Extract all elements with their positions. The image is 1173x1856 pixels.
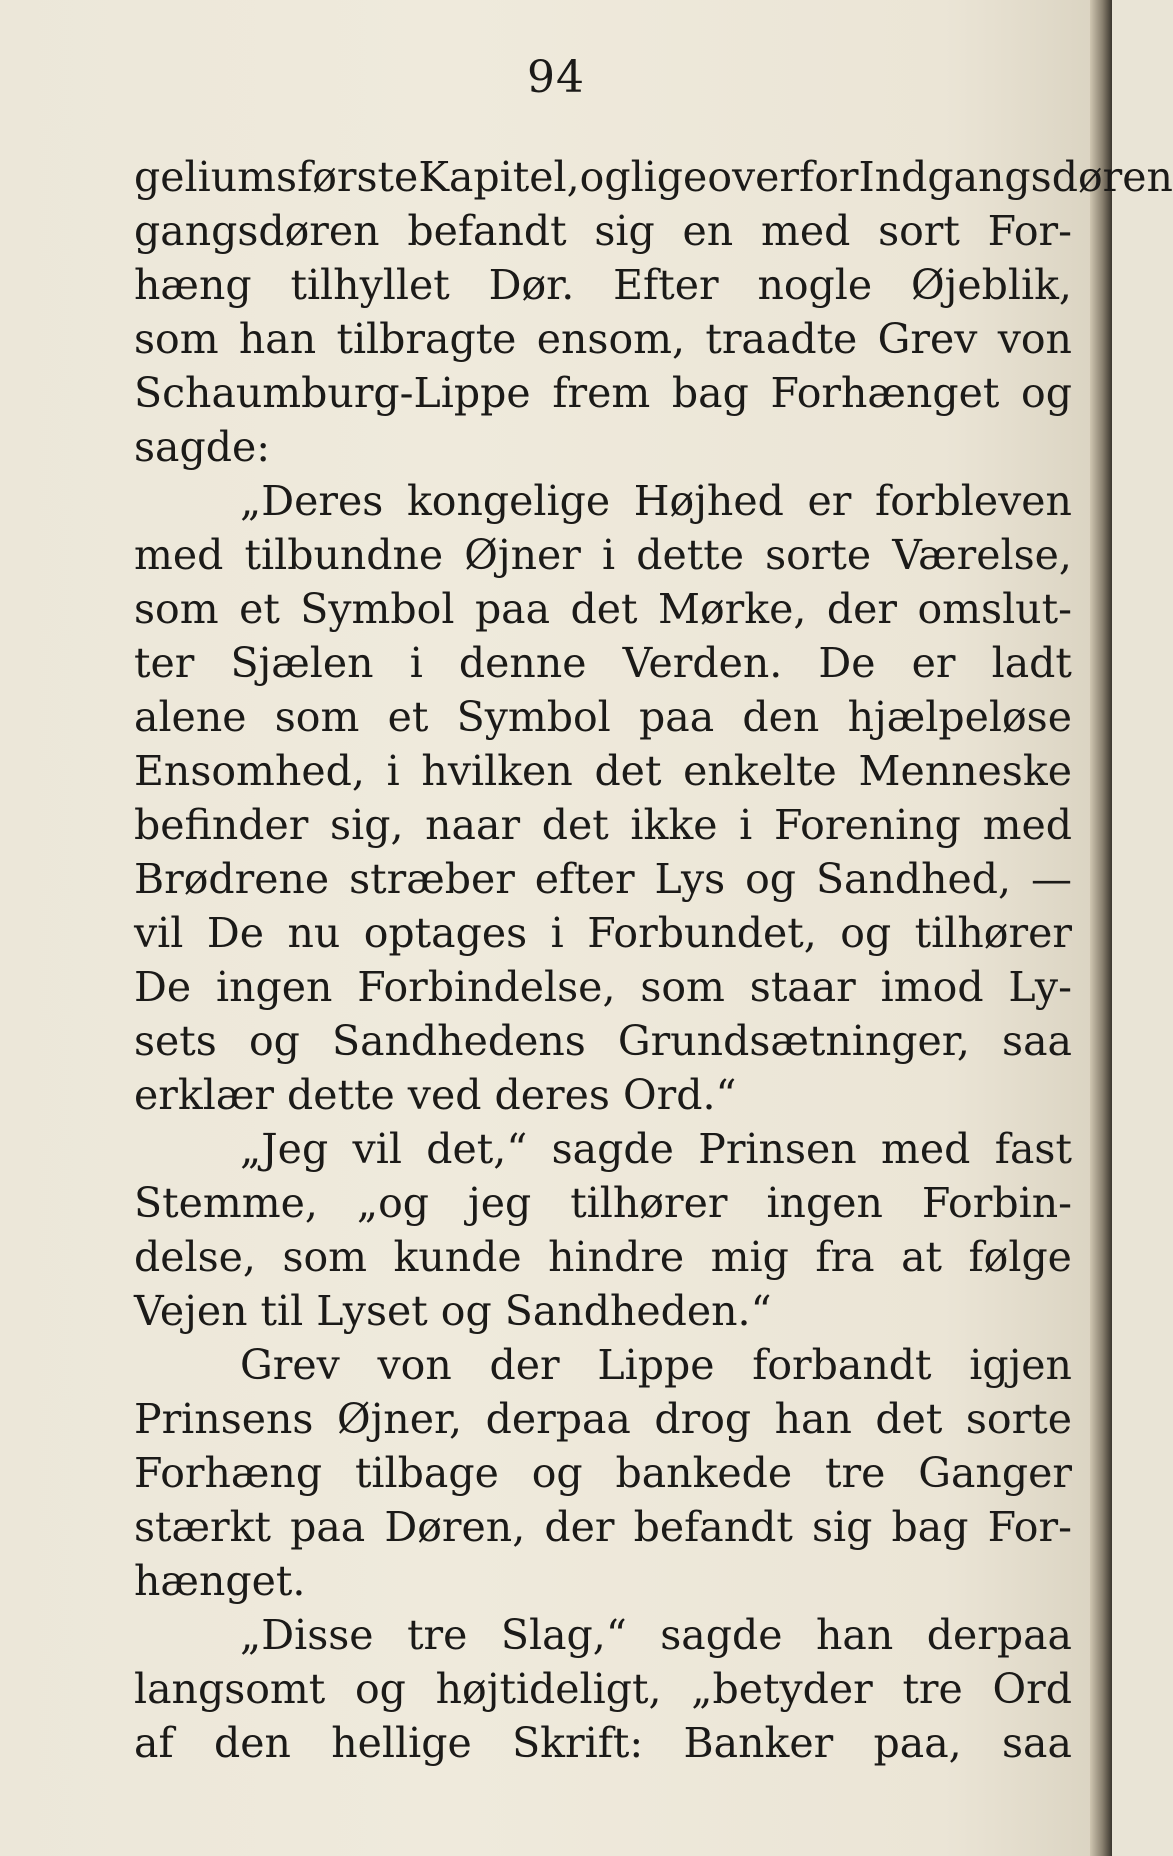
word: vil (352, 1125, 402, 1173)
word: Vejen (134, 1287, 248, 1335)
word: befandt (407, 207, 567, 255)
page-number: 94 (527, 52, 585, 103)
word: stærkt (134, 1503, 271, 1551)
text-line (134, 474, 1072, 528)
word: fast (994, 1125, 1072, 1173)
word: Forbin- (921, 1179, 1072, 1227)
word: Banker (683, 1719, 834, 1767)
text-line (134, 1230, 1072, 1284)
text-line (134, 852, 1072, 906)
word: Dør. (488, 261, 575, 309)
word: tilhører (914, 909, 1072, 957)
text-line (134, 1716, 1072, 1770)
word: tilbage (354, 1449, 499, 1497)
word: som (282, 1233, 368, 1281)
word: Forhænget (770, 369, 1000, 417)
word: Sandhedens (331, 1017, 586, 1065)
word: ved (407, 1071, 482, 1119)
word: sagde: (134, 423, 271, 471)
word: fra (815, 1233, 875, 1281)
word: Lys (654, 855, 726, 903)
word: Ensomhed, (134, 747, 365, 795)
word: geliums (134, 153, 298, 201)
word: hænget. (134, 1557, 306, 1605)
word: Kapitel, (418, 153, 580, 201)
word: ladt (991, 639, 1072, 687)
word: Sjælen (230, 639, 374, 687)
page-edge-shadow (1090, 0, 1112, 1856)
word: at (901, 1233, 942, 1281)
word: Skrift: (512, 1719, 644, 1767)
word: Lippe (597, 1341, 715, 1389)
word: Prinsen (698, 1125, 857, 1173)
word: et (387, 693, 429, 741)
word: De (134, 963, 192, 1011)
word: forbandt (752, 1341, 932, 1389)
word: tre (407, 1611, 468, 1659)
word: Prinsens (134, 1395, 314, 1443)
word: von (997, 315, 1072, 363)
word: følge (968, 1233, 1072, 1281)
word: og (1021, 369, 1072, 417)
word: Schaumburg-Lippe (134, 369, 531, 417)
word: Mørke, (658, 585, 807, 633)
word: Verden. (622, 639, 783, 687)
word: vil (134, 909, 184, 957)
word: optages (363, 909, 528, 957)
text-line (134, 1662, 1072, 1716)
word: deres (494, 1071, 610, 1119)
word: Stemme, (134, 1179, 318, 1227)
word: derpaa (485, 1395, 631, 1443)
word: Højhed (633, 477, 784, 525)
word: det (541, 801, 609, 849)
word: er (911, 639, 956, 687)
text-line (134, 906, 1072, 960)
word: sig, (330, 801, 404, 849)
word: med (760, 207, 851, 255)
word: De (206, 909, 264, 957)
word: befandt (633, 1503, 793, 1551)
word: imod (880, 963, 984, 1011)
word: Ord (992, 1665, 1072, 1713)
word: ligeoverfor (630, 153, 859, 201)
word: For- (987, 1503, 1072, 1551)
word: erklær (134, 1071, 274, 1119)
word: sorte (965, 1395, 1072, 1443)
text-line (134, 528, 1072, 582)
word: frem (552, 369, 651, 417)
word: Efter (613, 261, 719, 309)
word: der (826, 585, 897, 633)
word: Døren, (384, 1503, 526, 1551)
word: hjælpeløse (847, 693, 1072, 741)
word: Grev (240, 1341, 340, 1389)
word: saa (1002, 1719, 1072, 1767)
word: traadte (705, 315, 858, 363)
word: alene (134, 693, 247, 741)
word: af (134, 1719, 174, 1767)
word: paa, (873, 1719, 962, 1767)
word: nogle (757, 261, 873, 309)
word: saa (1002, 1017, 1072, 1065)
word: Brødrene (134, 855, 330, 903)
word: langsomt (134, 1665, 326, 1713)
word: højtideligt, (435, 1665, 662, 1713)
word: i (739, 801, 753, 849)
word: med (881, 1125, 971, 1173)
word: det (875, 1395, 943, 1443)
word: paa (474, 585, 551, 633)
word: han (238, 315, 317, 363)
word: tilbundne (244, 531, 444, 579)
word: hvilken (421, 747, 573, 795)
word: og (745, 855, 797, 903)
word: forbleven (875, 477, 1072, 525)
text-line (134, 1500, 1072, 1554)
word: Indgangsdøren (858, 153, 1173, 201)
word: med (982, 801, 1072, 849)
word: tilbragte (336, 315, 517, 363)
text-line (134, 1608, 1072, 1662)
word: von (377, 1341, 452, 1389)
word: til (260, 1287, 304, 1335)
word: sagde (660, 1611, 783, 1659)
word: den (742, 693, 820, 741)
text-line (134, 1068, 1072, 1122)
text-line (134, 204, 1072, 258)
word: Forbundet, (587, 909, 817, 957)
word: ingen (215, 963, 333, 1011)
word: Ly- (1008, 963, 1072, 1011)
word: sets (134, 1017, 217, 1065)
word: i (409, 639, 423, 687)
word: Slag,“ (500, 1611, 627, 1659)
word: tilhører (570, 1179, 728, 1227)
word: Grundsætninger, (617, 1017, 970, 1065)
text-line (134, 1284, 1072, 1338)
word: Sandheden.“ (504, 1287, 772, 1335)
text-line (134, 420, 1072, 474)
word: og (248, 1017, 300, 1065)
word: „Deres (240, 477, 384, 525)
word: sig (811, 1503, 873, 1551)
word: Øjner (464, 531, 581, 579)
text-line (134, 798, 1072, 852)
word: igjen (969, 1341, 1072, 1389)
word: De (818, 639, 876, 687)
word: Værelse, (892, 531, 1072, 579)
word: paa (290, 1503, 366, 1551)
word: Menneske (858, 747, 1072, 795)
word: som (640, 963, 725, 1011)
word: i (602, 531, 616, 579)
word: omslut- (917, 585, 1072, 633)
text-line (134, 1446, 1072, 1500)
word: — (1030, 855, 1072, 903)
word: som (134, 585, 219, 633)
word: Lyset (316, 1287, 428, 1335)
word: „og (356, 1179, 430, 1227)
word: tre (902, 1665, 963, 1713)
text-line (134, 1122, 1072, 1176)
word: jeg (468, 1179, 532, 1227)
word: hindre (548, 1233, 685, 1281)
word: nu (287, 909, 341, 957)
word: derpaa (926, 1611, 1072, 1659)
text-line (134, 1554, 1072, 1608)
word: mig (710, 1233, 789, 1281)
word: ter (134, 639, 195, 687)
word: sort (878, 207, 960, 255)
text-line (134, 1338, 1072, 1392)
word: enkelte (683, 747, 837, 795)
word: hæng (134, 261, 252, 309)
word: sagde (551, 1125, 674, 1173)
word: „betyder (691, 1665, 873, 1713)
word: Forhæng (134, 1449, 323, 1497)
word: Sandhed, (815, 855, 1012, 903)
word: Forening (773, 801, 961, 849)
word: sig (594, 207, 655, 255)
word: dette (287, 1071, 395, 1119)
word: Forbindelse, (357, 963, 616, 1011)
word: bankede (615, 1449, 793, 1497)
text-line (134, 960, 1072, 1014)
word: paa (639, 693, 715, 741)
text-line (134, 1176, 1072, 1230)
word: og (531, 1449, 583, 1497)
word: han (816, 1611, 894, 1659)
word: og (440, 1287, 492, 1335)
word: det (570, 585, 638, 633)
word: den (213, 1719, 291, 1767)
word: Ord.“ (622, 1071, 737, 1119)
word: stræber (349, 855, 515, 903)
text-line (134, 636, 1072, 690)
word: „Disse (240, 1611, 374, 1659)
word: med (134, 531, 224, 579)
word: befinder (134, 801, 309, 849)
word: Symbol (300, 585, 455, 633)
text-line (134, 258, 1072, 312)
word: Øjeblik, (911, 261, 1072, 309)
text-line (134, 744, 1072, 798)
word: der (489, 1341, 560, 1389)
text-line (134, 312, 1072, 366)
word: det (594, 747, 662, 795)
text-line (134, 582, 1072, 636)
word: bag (671, 369, 749, 417)
word: det,“ (426, 1125, 528, 1173)
word: delse, (134, 1233, 256, 1281)
word: som (134, 315, 219, 363)
word: tre (825, 1449, 886, 1497)
word: Grev (877, 315, 978, 363)
word: som (274, 693, 360, 741)
word: og (840, 909, 892, 957)
word: denne (458, 639, 587, 687)
word: drog (654, 1395, 752, 1443)
word: „Jeg (240, 1125, 329, 1173)
word: er (807, 477, 852, 525)
word: første (297, 153, 419, 201)
word: ikke (630, 801, 718, 849)
word: ensom, (536, 315, 686, 363)
word: efter (534, 855, 635, 903)
word: tilhyllet (290, 261, 450, 309)
word: gangsdøren (134, 207, 380, 255)
word: Øjner, (336, 1395, 463, 1443)
word: et (239, 585, 280, 633)
text-line (134, 1392, 1072, 1446)
word: kunde (393, 1233, 522, 1281)
text-line (134, 690, 1072, 744)
word: i (386, 747, 400, 795)
word: dette (636, 531, 744, 579)
text-line (134, 1014, 1072, 1068)
word: ingen (766, 1179, 883, 1227)
word: For- (987, 207, 1072, 255)
word: og (355, 1665, 406, 1713)
word: en (682, 207, 734, 255)
word: hellige (331, 1719, 472, 1767)
text-line (134, 150, 1173, 204)
word: bag (891, 1503, 969, 1551)
body-text (134, 150, 1173, 1770)
word: og (579, 153, 631, 201)
text-line (134, 366, 1072, 420)
word: han (774, 1395, 852, 1443)
word: kongelige (406, 477, 611, 525)
word: i (550, 909, 564, 957)
word: naar (425, 801, 521, 849)
word: der (544, 1503, 615, 1551)
word: Symbol (456, 693, 611, 741)
word: sorte (765, 531, 872, 579)
word: Ganger (918, 1449, 1072, 1497)
word: staar (749, 963, 856, 1011)
